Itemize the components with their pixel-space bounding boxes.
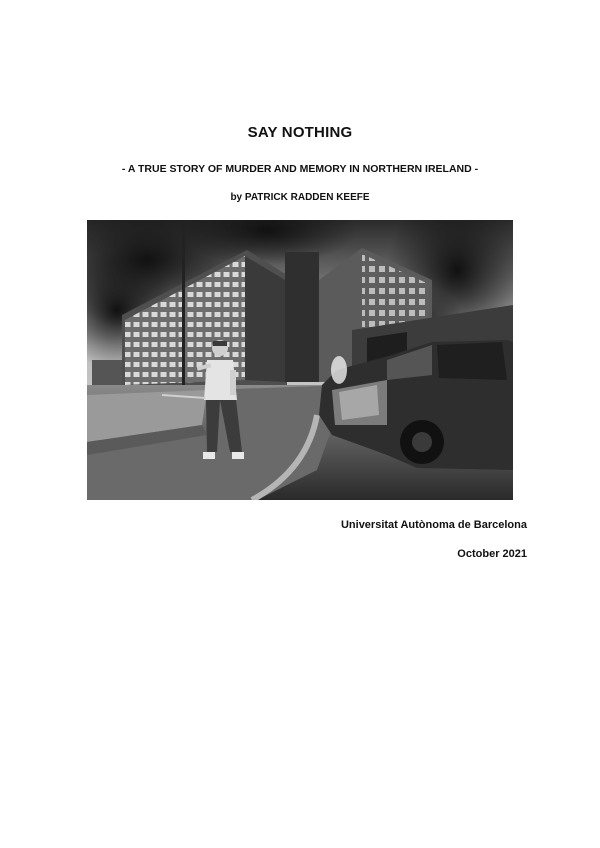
cover-photo — [87, 220, 513, 500]
document-title: SAY NOTHING — [247, 124, 353, 141]
document-date: October 2021 — [457, 548, 527, 560]
document-subtitle: - A TRUE STORY OF MURDER AND MEMORY IN NORTHERN IRELAND - — [121, 163, 479, 175]
cover-photo-illustration — [87, 220, 513, 500]
document-author: by PATRICK RADDEN KEEFE — [230, 192, 370, 203]
institution-name: Universitat Autònoma de Barcelona — [340, 519, 527, 531]
